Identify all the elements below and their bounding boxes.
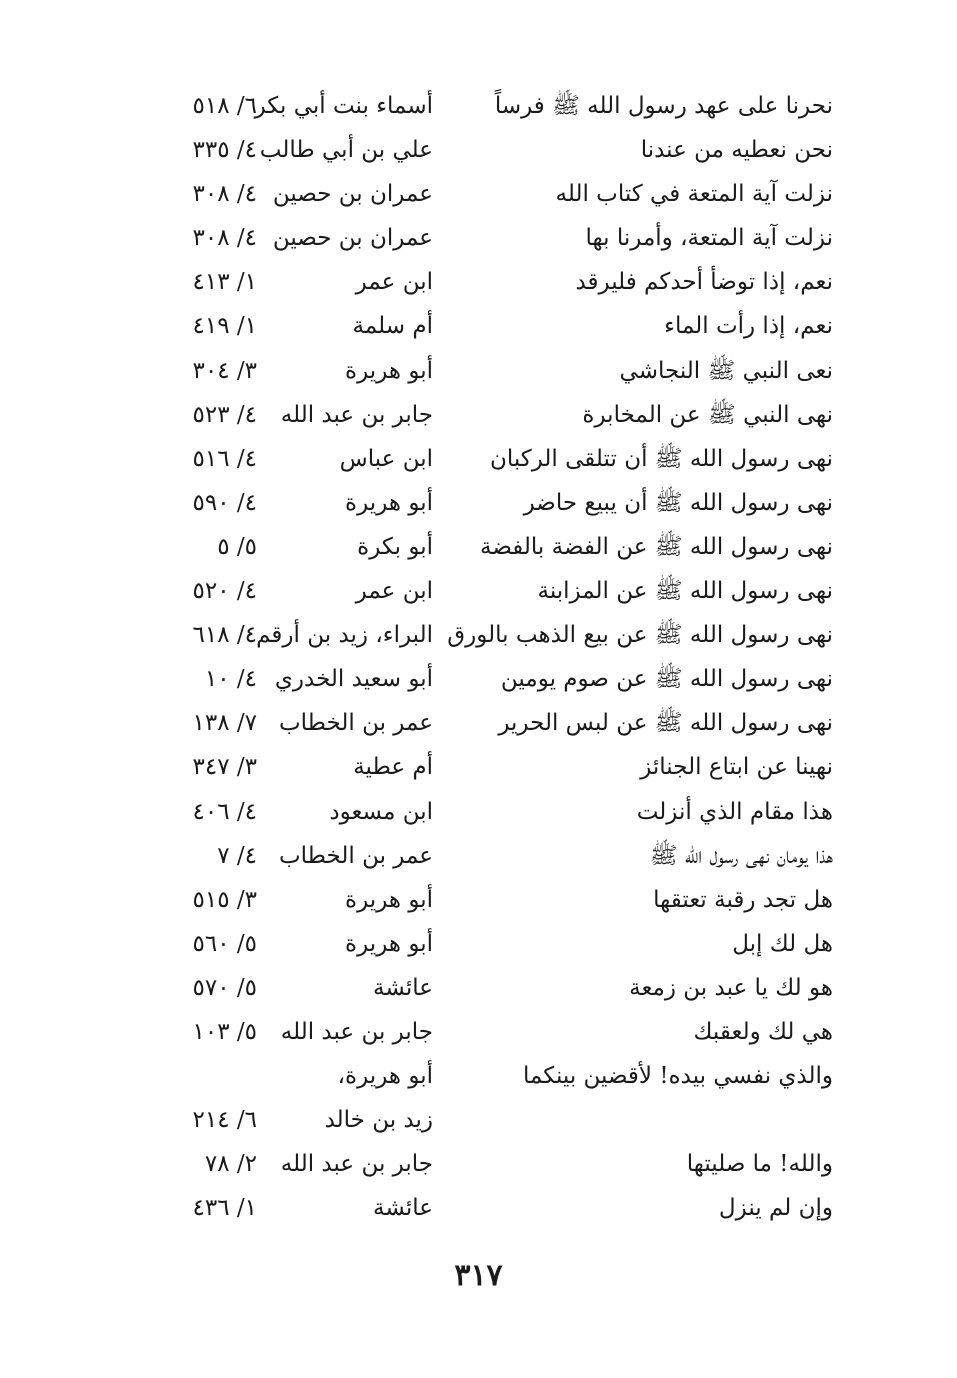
volume-page-ref: ٦/ ٢١٤: [192, 1107, 257, 1134]
hadith-text: نحن نعطيه من عندنا: [640, 137, 833, 164]
narrator-name: ابن عمر: [355, 269, 433, 296]
narrator-name: علي بن أبي طالب: [259, 137, 433, 164]
index-row: [0, 966, 957, 1010]
volume-page-ref: ٣/ ٥١٥: [192, 886, 257, 913]
narrator-name: أم عطية: [353, 754, 433, 781]
index-row: [0, 834, 957, 878]
index-row: [0, 1186, 957, 1230]
narrator-name: أسماء بنت أبي بكر: [254, 93, 433, 119]
index-row: [0, 260, 957, 304]
volume-page-ref: [147, 1054, 257, 1098]
volume-page-ref: ١/ ٤٣٦: [192, 1195, 257, 1222]
index-row: [0, 922, 957, 966]
hadith-text: نحرنا على عهد رسول الله ﷺ فرساً: [494, 93, 833, 119]
hadith-text: نزلت آية المتعة، وأمرنا بها: [585, 225, 833, 252]
narrator-name: عائشة: [373, 1195, 433, 1222]
volume-page-ref: ١/ ٤١٣: [192, 269, 257, 296]
volume-page-ref: ٤/ ٥٢٣: [192, 401, 257, 428]
hadith-text: والذي نفسي بيده! لأقضين بينكما: [522, 1063, 833, 1090]
narrator-name: أبو هريرة،: [337, 1063, 433, 1090]
volume-page-ref: ٤/ ٥٢٠: [192, 578, 257, 605]
hadith-text: نهى رسول الله ﷺ عن بيع الذهب بالورق: [447, 622, 833, 649]
volume-page-ref: ٣/ ٣٠٤: [192, 357, 257, 384]
narrator-name: البراء، زيد بن أرقم: [256, 622, 433, 649]
index-row: [0, 701, 957, 745]
index-row: [0, 84, 957, 128]
hadith-text: نهى رسول الله ﷺ عن المزابنة: [537, 578, 833, 605]
volume-page-ref: ٥/ ٥٧٠: [192, 974, 257, 1001]
hadith-text: نهى رسول الله ﷺ عن الفضة بالفضة: [479, 533, 833, 560]
hadith-text: نهى رسول الله ﷺ أن تتلقى الركبان: [489, 445, 833, 472]
narrator-name: ابن عمر: [355, 578, 433, 605]
index-row: [0, 481, 957, 525]
hadith-text: والله! ما صليتها: [686, 1151, 833, 1178]
narrator-name: أبو سعيد الخدري: [274, 666, 433, 693]
narrator-name: عائشة: [373, 974, 433, 1001]
index-row: [0, 878, 957, 922]
index-row: [0, 1098, 957, 1142]
index-row: [0, 216, 957, 260]
volume-page-ref: ٤/ ٧: [217, 842, 257, 869]
index-row: [0, 172, 957, 216]
hadith-text: نعم، إذا توضأ أحدكم فليرقد: [575, 269, 833, 296]
hadith-text: هو لك يا عبد بن زمعة: [629, 974, 833, 1001]
volume-page-ref: ٧/ ١٣٨: [192, 710, 257, 737]
hadith-text: وإن لم ينزل: [718, 1195, 833, 1222]
volume-page-ref: ٤/ ٣٣٥: [192, 137, 257, 164]
page-number: ٣١٧: [454, 1258, 503, 1293]
index-row: [0, 393, 957, 437]
volume-page-ref: ٦/ ٥١٨: [192, 93, 257, 119]
narrator-name: أبو هريرة: [345, 489, 433, 516]
hadith-text: نهى رسول الله ﷺ عن صوم يومين: [500, 666, 833, 693]
volume-page-ref: ٥/ ١٠٣: [192, 1018, 257, 1045]
volume-page-ref: ٤/ ٤٠٦: [192, 798, 257, 825]
narrator-name: ابن عباس: [339, 445, 433, 472]
index-row: [0, 790, 957, 834]
volume-page-ref: ٥/ ٥٦٠: [192, 930, 257, 957]
index-row: [0, 349, 957, 393]
narrator-name: جابر بن عبد الله: [280, 1018, 433, 1045]
hadith-text: نهى النبي ﷺ عن المخابرة: [582, 401, 833, 428]
narrator-name: زيد بن خالد: [324, 1107, 433, 1134]
index-row: [0, 304, 957, 348]
volume-page-ref: ٤/ ٣٠٨: [192, 181, 257, 208]
volume-page-ref: ٤/ ٥١٦: [192, 445, 257, 472]
hadith-text: نعى النبي ﷺ النجاشي: [619, 357, 833, 384]
index-row: [0, 745, 957, 789]
hadith-text: نهى رسول الله ﷺ أن يبيع حاضر: [523, 489, 833, 516]
hadith-index-table: [0, 84, 957, 1230]
narrator-name: عمر بن الخطاب: [278, 710, 433, 737]
hadith-text: هل لك إبل: [732, 930, 833, 957]
hadith-text: هي لك ولعقبك: [693, 1018, 833, 1045]
volume-page-ref: ٤/ ١٠: [204, 666, 257, 693]
narrator-name: عمران بن حصين: [272, 181, 433, 208]
hadith-text: [453, 1098, 833, 1142]
index-row: [0, 613, 957, 657]
hadith-text: نعم، إذا رأت الماء: [664, 313, 833, 340]
narrator-name: أم سلمة: [352, 313, 433, 340]
index-row: [0, 657, 957, 701]
index-row: [0, 1010, 957, 1054]
hadith-text: نزلت آية المتعة في كتاب الله: [555, 181, 833, 208]
volume-page-ref: ٢/ ٧٨: [204, 1151, 257, 1178]
index-row: [0, 128, 957, 172]
narrator-name: ابن مسعود: [329, 798, 433, 825]
volume-page-ref: ٤/ ٣٠٨: [192, 225, 257, 252]
hadith-text: نهى رسول الله ﷺ عن لبس الحرير: [498, 710, 833, 737]
volume-page-ref: ١/ ٤١٩: [192, 313, 257, 340]
narrator-name: عمر بن الخطاب: [278, 842, 433, 869]
narrator-name: أبو هريرة: [345, 930, 433, 957]
index-row: [0, 437, 957, 481]
hadith-text: نهينا عن ابتاع الجنائز: [640, 754, 833, 781]
narrator-name: أبو هريرة: [345, 357, 433, 384]
hadith-text: هذا يومان نهى رسول الله ﷺ: [649, 842, 833, 869]
index-row: [0, 1142, 957, 1186]
narrator-name: جابر بن عبد الله: [280, 1151, 433, 1178]
volume-page-ref: ٤/ ٥٩٠: [192, 489, 257, 516]
narrator-name: أبو هريرة: [345, 886, 433, 913]
index-row: [0, 525, 957, 569]
hadith-text: هذا مقام الذي أنزلت: [636, 798, 833, 825]
hadith-text: هل تجد رقبة تعتقها: [653, 886, 833, 913]
volume-page-ref: ٤/ ٦١٨: [192, 622, 257, 649]
index-row: [0, 569, 957, 613]
narrator-name: عمران بن حصين: [272, 225, 433, 252]
narrator-name: جابر بن عبد الله: [280, 401, 433, 428]
volume-page-ref: ٣/ ٣٤٧: [192, 754, 257, 781]
volume-page-ref: ٥/ ٥: [217, 533, 257, 560]
index-row: [0, 1054, 957, 1098]
narrator-name: أبو بكرة: [357, 533, 433, 560]
